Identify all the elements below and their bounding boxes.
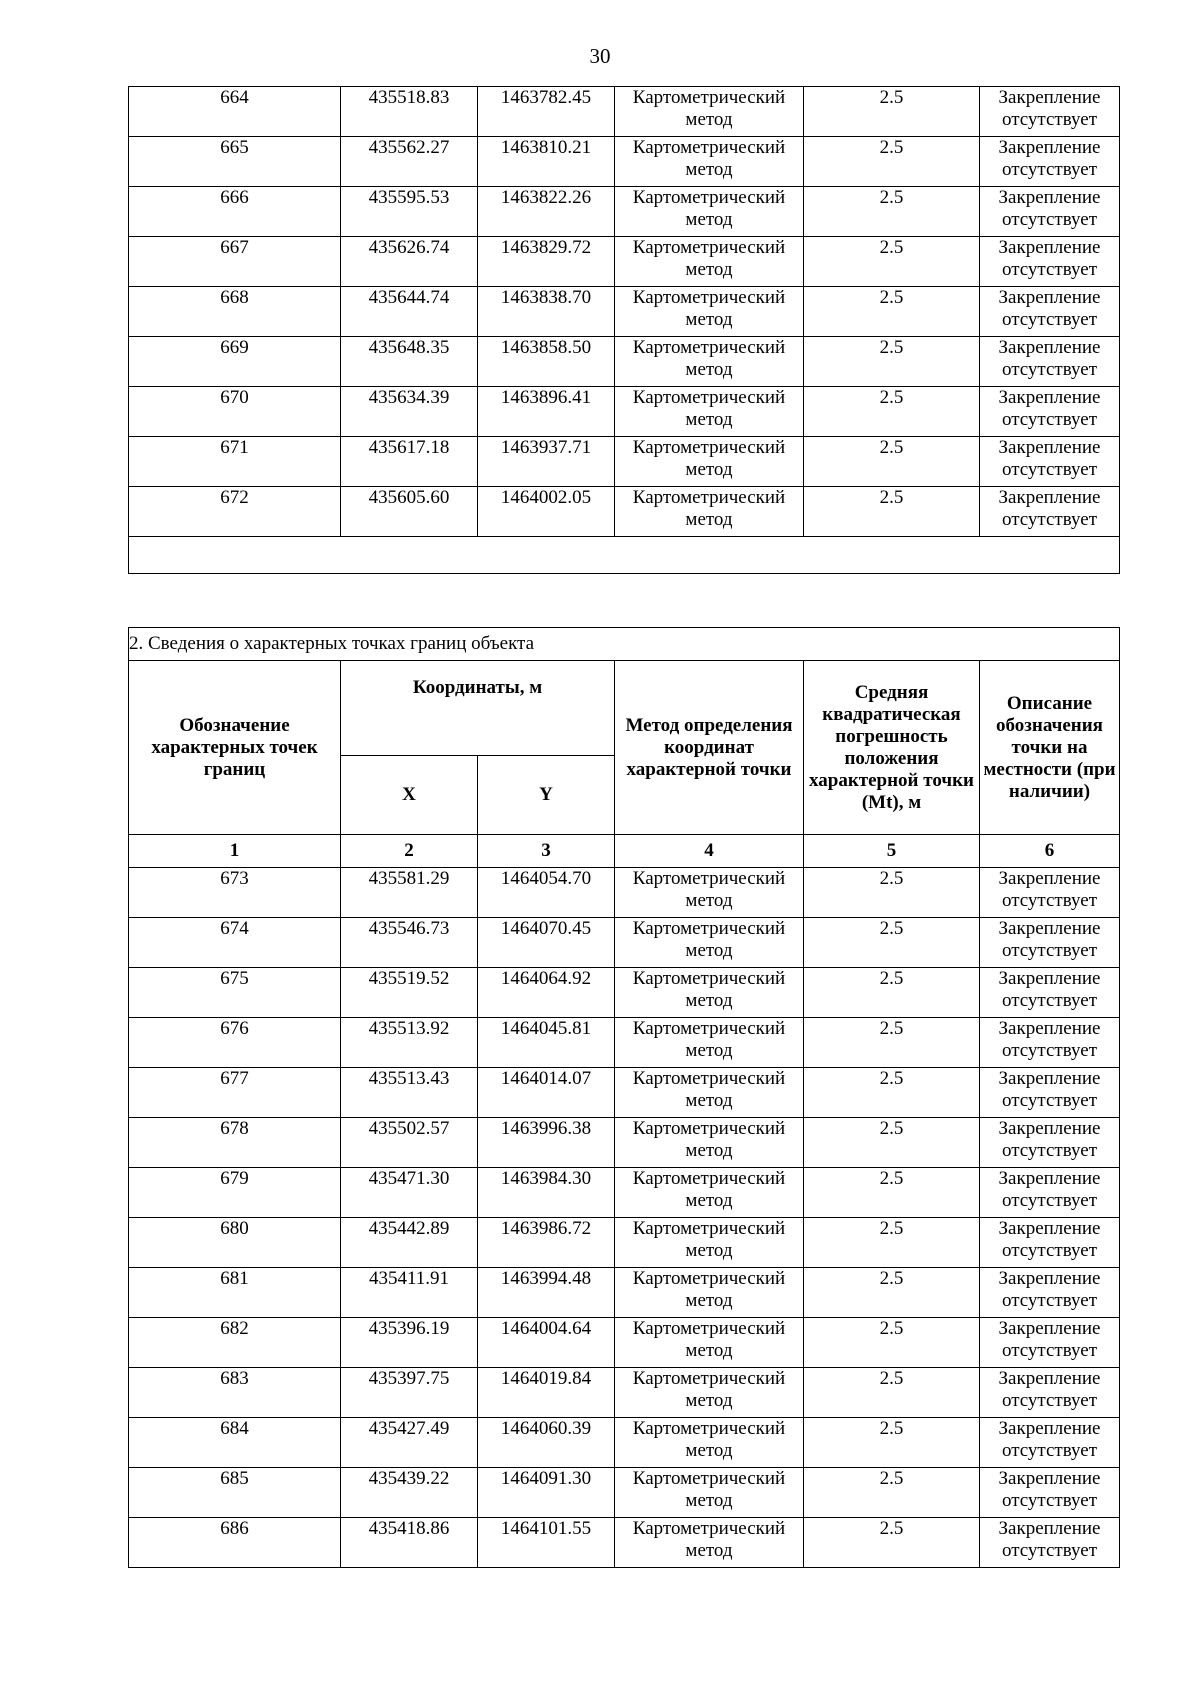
- mt-cell: 2.5: [804, 1018, 980, 1068]
- mt-cell: 2.5: [804, 1218, 980, 1268]
- method-cell: Картометрический метод: [615, 237, 804, 287]
- points-table-continued-body: [129, 87, 1120, 537]
- point-id-cell: 664: [129, 87, 341, 137]
- mt-cell: 2.5: [804, 1468, 980, 1518]
- x-coordinate-cell: 435427.49: [341, 1418, 478, 1468]
- mt-cell: 2.5: [804, 187, 980, 237]
- section-title: 2. Сведения о характерных точках границ объекта: [129, 628, 1120, 661]
- table-row: [129, 1068, 1120, 1118]
- method-cell: Картометрический метод: [615, 968, 804, 1018]
- description-cell: Закрепление отсутствует: [980, 337, 1120, 387]
- point-id-cell: 684: [129, 1418, 341, 1468]
- point-id-cell: 686: [129, 1518, 341, 1568]
- method-cell: Картометрический метод: [615, 437, 804, 487]
- method-cell: Картометрический метод: [615, 1168, 804, 1218]
- y-coordinate-cell: 1464091.30: [478, 1468, 615, 1518]
- y-coordinate-cell: 1463986.72: [478, 1218, 615, 1268]
- mt-cell: 2.5: [804, 487, 980, 537]
- header-designation: Обозначение характерных точек границ: [129, 661, 341, 835]
- description-cell: Закрепление отсутствует: [980, 1068, 1120, 1118]
- column-number: 1: [129, 835, 341, 868]
- method-cell: Картометрический метод: [615, 337, 804, 387]
- mt-cell: 2.5: [804, 87, 980, 137]
- method-cell: Картометрический метод: [615, 1468, 804, 1518]
- column-number: 6: [980, 835, 1120, 868]
- description-cell: Закрепление отсутствует: [980, 1018, 1120, 1068]
- table-row: [129, 387, 1120, 437]
- mt-cell: 2.5: [804, 1068, 980, 1118]
- method-cell: Картометрический метод: [615, 868, 804, 918]
- mt-cell: 2.5: [804, 1268, 980, 1318]
- table-row: [129, 287, 1120, 337]
- x-coordinate-cell: 435411.91: [341, 1268, 478, 1318]
- point-id-cell: 668: [129, 287, 341, 337]
- y-coordinate-cell: 1464101.55: [478, 1518, 615, 1568]
- table-row: [129, 1018, 1120, 1068]
- x-coordinate-cell: 435519.52: [341, 968, 478, 1018]
- method-cell: Картометрический метод: [615, 1418, 804, 1468]
- y-coordinate-cell: 1464002.05: [478, 487, 615, 537]
- method-cell: Картометрический метод: [615, 918, 804, 968]
- y-coordinate-cell: 1464004.64: [478, 1318, 615, 1368]
- point-id-cell: 685: [129, 1468, 341, 1518]
- x-coordinate-cell: 435513.43: [341, 1068, 478, 1118]
- points-table-continued: [128, 86, 1120, 574]
- x-coordinate-cell: 435397.75: [341, 1368, 478, 1418]
- description-cell: Закрепление отсутствует: [980, 487, 1120, 537]
- method-cell: Картометрический метод: [615, 487, 804, 537]
- x-coordinate-cell: 435439.22: [341, 1468, 478, 1518]
- table-row: [129, 968, 1120, 1018]
- point-id-cell: 672: [129, 487, 341, 537]
- method-cell: Картометрический метод: [615, 1218, 804, 1268]
- x-coordinate-cell: 435518.83: [341, 87, 478, 137]
- table-row: [129, 487, 1120, 537]
- mt-cell: 2.5: [804, 287, 980, 337]
- table-row: [129, 1418, 1120, 1468]
- description-cell: Закрепление отсутствует: [980, 187, 1120, 237]
- column-number: 2: [341, 835, 478, 868]
- table-row: [129, 187, 1120, 237]
- description-cell: Закрепление отсутствует: [980, 387, 1120, 437]
- point-id-cell: 669: [129, 337, 341, 387]
- description-cell: Закрепление отсутствует: [980, 437, 1120, 487]
- y-coordinate-cell: 1464054.70: [478, 868, 615, 918]
- table-row: [129, 1518, 1120, 1568]
- table-row: [129, 137, 1120, 187]
- y-coordinate-cell: 1463984.30: [478, 1168, 615, 1218]
- mt-cell: 2.5: [804, 1318, 980, 1368]
- point-id-cell: 666: [129, 187, 341, 237]
- x-coordinate-cell: 435605.60: [341, 487, 478, 537]
- table-row: [129, 1318, 1120, 1368]
- description-cell: Закрепление отсутствует: [980, 137, 1120, 187]
- method-cell: Картометрический метод: [615, 1018, 804, 1068]
- point-id-cell: 674: [129, 918, 341, 968]
- table-row: [129, 918, 1120, 968]
- x-coordinate-cell: 435634.39: [341, 387, 478, 437]
- mt-cell: 2.5: [804, 1418, 980, 1468]
- mt-cell: 2.5: [804, 137, 980, 187]
- x-coordinate-cell: 435513.92: [341, 1018, 478, 1068]
- description-cell: Закрепление отсутствует: [980, 1518, 1120, 1568]
- point-id-cell: 678: [129, 1118, 341, 1168]
- method-cell: Картометрический метод: [615, 1118, 804, 1168]
- point-id-cell: 679: [129, 1168, 341, 1218]
- table-row: [129, 1468, 1120, 1518]
- header-y: Y: [478, 756, 615, 835]
- table-row: [129, 868, 1120, 918]
- mt-cell: 2.5: [804, 387, 980, 437]
- point-id-cell: 683: [129, 1368, 341, 1418]
- empty-row: [129, 537, 1120, 574]
- x-coordinate-cell: 435442.89: [341, 1218, 478, 1268]
- boundary-points-table-body: [129, 868, 1120, 1568]
- description-cell: Закрепление отсутствует: [980, 1118, 1120, 1168]
- method-cell: Картометрический метод: [615, 1368, 804, 1418]
- description-cell: Закрепление отсутствует: [980, 1168, 1120, 1218]
- column-number: 4: [615, 835, 804, 868]
- header-x: X: [341, 756, 478, 835]
- point-id-cell: 665: [129, 137, 341, 187]
- method-cell: Картометрический метод: [615, 387, 804, 437]
- description-cell: Закрепление отсутствует: [980, 1218, 1120, 1268]
- table-row: [129, 1168, 1120, 1218]
- y-coordinate-cell: 1464019.84: [478, 1368, 615, 1418]
- y-coordinate-cell: 1463810.21: [478, 137, 615, 187]
- table-row: [129, 1218, 1120, 1268]
- x-coordinate-cell: 435546.73: [341, 918, 478, 968]
- y-coordinate-cell: 1464060.39: [478, 1418, 615, 1468]
- mt-cell: 2.5: [804, 237, 980, 287]
- description-cell: Закрепление отсутствует: [980, 237, 1120, 287]
- y-coordinate-cell: 1463822.26: [478, 187, 615, 237]
- mt-cell: 2.5: [804, 1368, 980, 1418]
- method-cell: Картометрический метод: [615, 1068, 804, 1118]
- table-row: [129, 1268, 1120, 1318]
- y-coordinate-cell: 1463858.50: [478, 337, 615, 387]
- x-coordinate-cell: 435626.74: [341, 237, 478, 287]
- table-row: [129, 1118, 1120, 1168]
- description-cell: Закрепление отсутствует: [980, 1368, 1120, 1418]
- x-coordinate-cell: 435396.19: [341, 1318, 478, 1368]
- header-mt: Средняя квадратическая погрешность положения характерной точки (Mt), м: [804, 661, 980, 835]
- y-coordinate-cell: 1464064.92: [478, 968, 615, 1018]
- x-coordinate-cell: 435418.86: [341, 1518, 478, 1568]
- description-cell: Закрепление отсутствует: [980, 968, 1120, 1018]
- page-number: 30: [589, 44, 611, 68]
- y-coordinate-cell: 1463838.70: [478, 287, 615, 337]
- mt-cell: 2.5: [804, 1118, 980, 1168]
- y-coordinate-cell: 1463994.48: [478, 1268, 615, 1318]
- x-coordinate-cell: 435562.27: [341, 137, 478, 187]
- point-id-cell: 671: [129, 437, 341, 487]
- method-cell: Картометрический метод: [615, 1318, 804, 1368]
- header-method: Метод определения координат характерной точки: [615, 661, 804, 835]
- y-coordinate-cell: 1464070.45: [478, 918, 615, 968]
- x-coordinate-cell: 435502.57: [341, 1118, 478, 1168]
- point-id-cell: 680: [129, 1218, 341, 1268]
- table-row: [129, 1368, 1120, 1418]
- description-cell: Закрепление отсутствует: [980, 287, 1120, 337]
- x-coordinate-cell: 435617.18: [341, 437, 478, 487]
- method-cell: Картометрический метод: [615, 137, 804, 187]
- description-cell: Закрепление отсутствует: [980, 918, 1120, 968]
- x-coordinate-cell: 435648.35: [341, 337, 478, 387]
- method-cell: Картометрический метод: [615, 1518, 804, 1568]
- boundary-points-table: [128, 627, 1120, 1568]
- description-cell: Закрепление отсутствует: [980, 87, 1120, 137]
- mt-cell: 2.5: [804, 968, 980, 1018]
- x-coordinate-cell: 435471.30: [341, 1168, 478, 1218]
- table-row: [129, 237, 1120, 287]
- mt-cell: 2.5: [804, 918, 980, 968]
- y-coordinate-cell: 1463996.38: [478, 1118, 615, 1168]
- empty-cell: [129, 537, 1120, 574]
- method-cell: Картометрический метод: [615, 287, 804, 337]
- point-id-cell: 667: [129, 237, 341, 287]
- point-id-cell: 682: [129, 1318, 341, 1368]
- table-row: [129, 87, 1120, 137]
- column-number: 5: [804, 835, 980, 868]
- mt-cell: 2.5: [804, 868, 980, 918]
- y-coordinate-cell: 1464014.07: [478, 1068, 615, 1118]
- description-cell: Закрепление отсутствует: [980, 1418, 1120, 1468]
- method-cell: Картометрический метод: [615, 87, 804, 137]
- x-coordinate-cell: 435595.53: [341, 187, 478, 237]
- header-coordinates: Координаты, м: [341, 661, 615, 756]
- y-coordinate-cell: 1463937.71: [478, 437, 615, 487]
- y-coordinate-cell: 1464045.81: [478, 1018, 615, 1068]
- point-id-cell: 670: [129, 387, 341, 437]
- x-coordinate-cell: 435581.29: [341, 868, 478, 918]
- y-coordinate-cell: 1463829.72: [478, 237, 615, 287]
- point-id-cell: 673: [129, 868, 341, 918]
- y-coordinate-cell: 1463896.41: [478, 387, 615, 437]
- column-number: 3: [478, 835, 615, 868]
- y-coordinate-cell: 1463782.45: [478, 87, 615, 137]
- point-id-cell: 676: [129, 1018, 341, 1068]
- mt-cell: 2.5: [804, 337, 980, 387]
- description-cell: Закрепление отсутствует: [980, 1318, 1120, 1368]
- method-cell: Картометрический метод: [615, 187, 804, 237]
- description-cell: Закрепление отсутствует: [980, 1268, 1120, 1318]
- mt-cell: 2.5: [804, 1518, 980, 1568]
- point-id-cell: 675: [129, 968, 341, 1018]
- point-id-cell: 681: [129, 1268, 341, 1318]
- method-cell: Картометрический метод: [615, 1268, 804, 1318]
- header-description: Описание обозначения точки на местности (при наличии): [980, 661, 1120, 835]
- x-coordinate-cell: 435644.74: [341, 287, 478, 337]
- table-row: [129, 437, 1120, 487]
- mt-cell: 2.5: [804, 437, 980, 487]
- point-id-cell: 677: [129, 1068, 341, 1118]
- table-row: [129, 337, 1120, 387]
- mt-cell: 2.5: [804, 1168, 980, 1218]
- description-cell: Закрепление отсутствует: [980, 868, 1120, 918]
- description-cell: Закрепление отсутствует: [980, 1468, 1120, 1518]
